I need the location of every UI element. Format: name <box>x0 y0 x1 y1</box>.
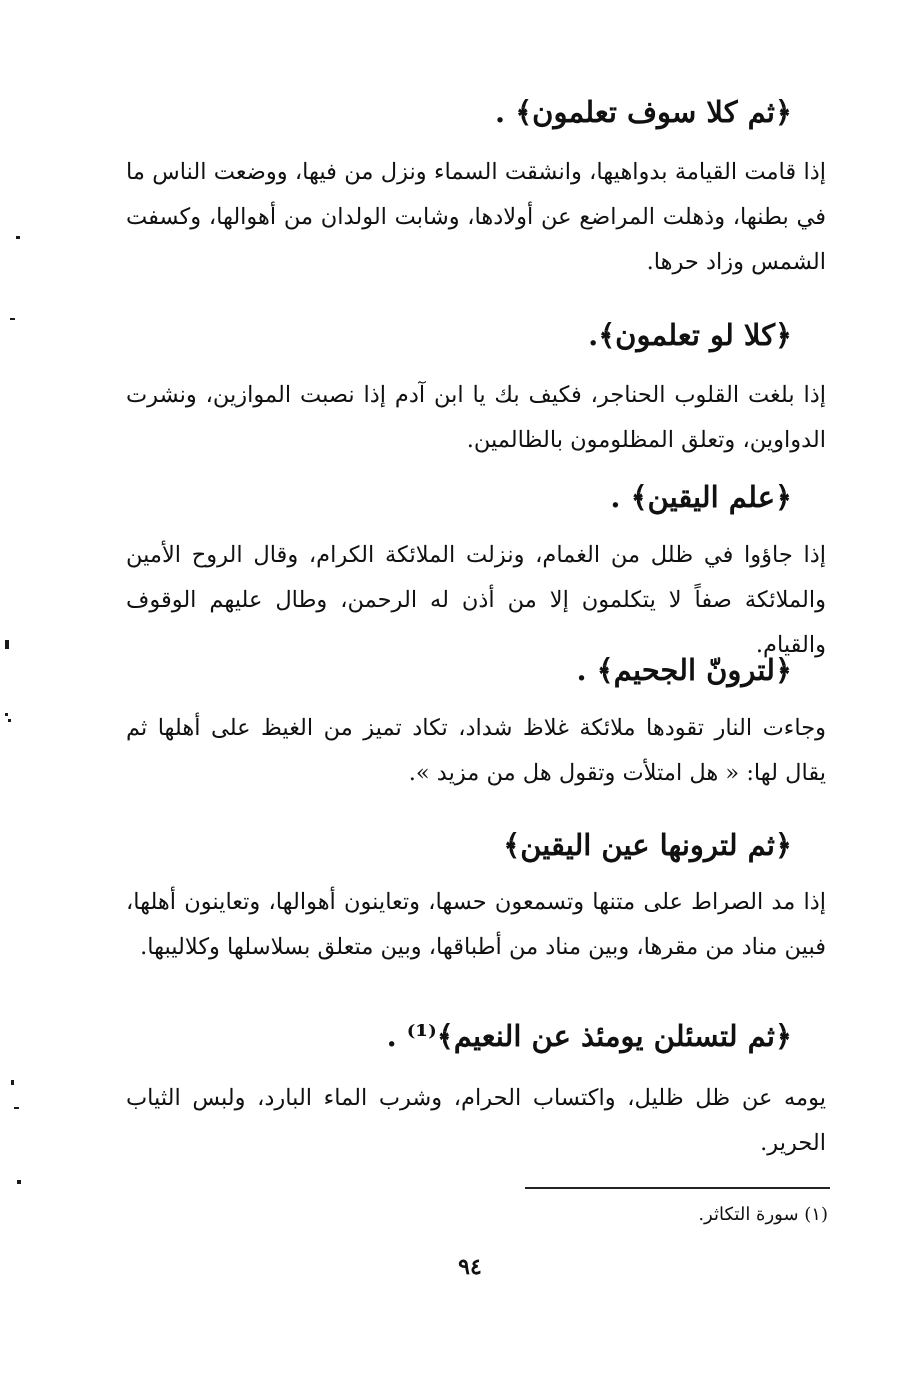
verse-heading-3: ﴿علم اليقين﴾ . <box>610 480 792 514</box>
scan-speck <box>11 1080 14 1085</box>
verse-heading-4: ﴿لترونّ الجحيم﴾ . <box>576 653 792 687</box>
commentary-paragraph-2: إذا بلغت القلوب الحناجر، فكيف بك يا ابن آدم إذا نصبت الموازين، ونشرت الدواوين، وتعلق المظلومون بالظالمين. <box>126 382 826 453</box>
scan-speck <box>10 318 15 320</box>
verse-heading-6: ﴿ثم لتسئلن يومئذ عن النعيم﴾⁽¹⁾ . <box>386 1019 792 1053</box>
scan-speck <box>14 1107 19 1109</box>
scan-speck <box>16 236 20 239</box>
verse-heading-2: ﴿كلا لو تعلمون﴾. <box>588 318 792 352</box>
scan-speck <box>8 719 11 722</box>
commentary-paragraph-5: إذا مد الصراط على متنها وتسمعون حسها، وتعاينون أهوالها، وتعاينون أهلها، فبين مناد من مقرها، وبين مناد من أطباقها، وبين متعلق بسلاسلها وكلاليبها. <box>126 889 826 960</box>
commentary-paragraph-4: وجاءت النار تقودها ملائكة غلاظ شداد، تكاد تميز من الغيظ على أهلها ثم يقال لها: « هل امتلأت وتقول هل من مزيد ». <box>126 715 826 786</box>
scan-speck <box>5 713 8 716</box>
page-number: ٩٤ <box>458 1254 482 1280</box>
verse-heading-1: ﴿ثم كلا سوف تعلمون﴾ . <box>495 95 792 129</box>
scan-speck <box>5 640 9 649</box>
commentary-paragraph-3: إذا جاؤوا في ظلل من الغمام، ونزلت الملائكة الكرام، وقال الروح الأمين والملائكة صفاً لا يتكلمون إلا من أذن له الرحمن، وطال عليهم الوقوف والقيام. <box>126 542 826 658</box>
scan-speck <box>17 1180 21 1184</box>
commentary-paragraph-6: يومه عن ظل ظليل، واكتساب الحرام، وشرب الماء البارد، ولبس الثياب الحرير. <box>126 1085 826 1156</box>
footnote-divider <box>525 1187 830 1189</box>
footnote: (١) سورة التكاثر. <box>698 1204 828 1225</box>
commentary-paragraph-1: إذا قامت القيامة بدواهيها، وانشقت السماء ونزل من فيها، ووضعت الناس ما في بطنها، وذهلت المراضع عن أولادها، وشابت الولدان من أهوالها، وكسفت الشمس وزاد حرها. <box>126 159 826 275</box>
verse-heading-5: ﴿ثم لترونها عين اليقين﴾ <box>503 828 792 862</box>
